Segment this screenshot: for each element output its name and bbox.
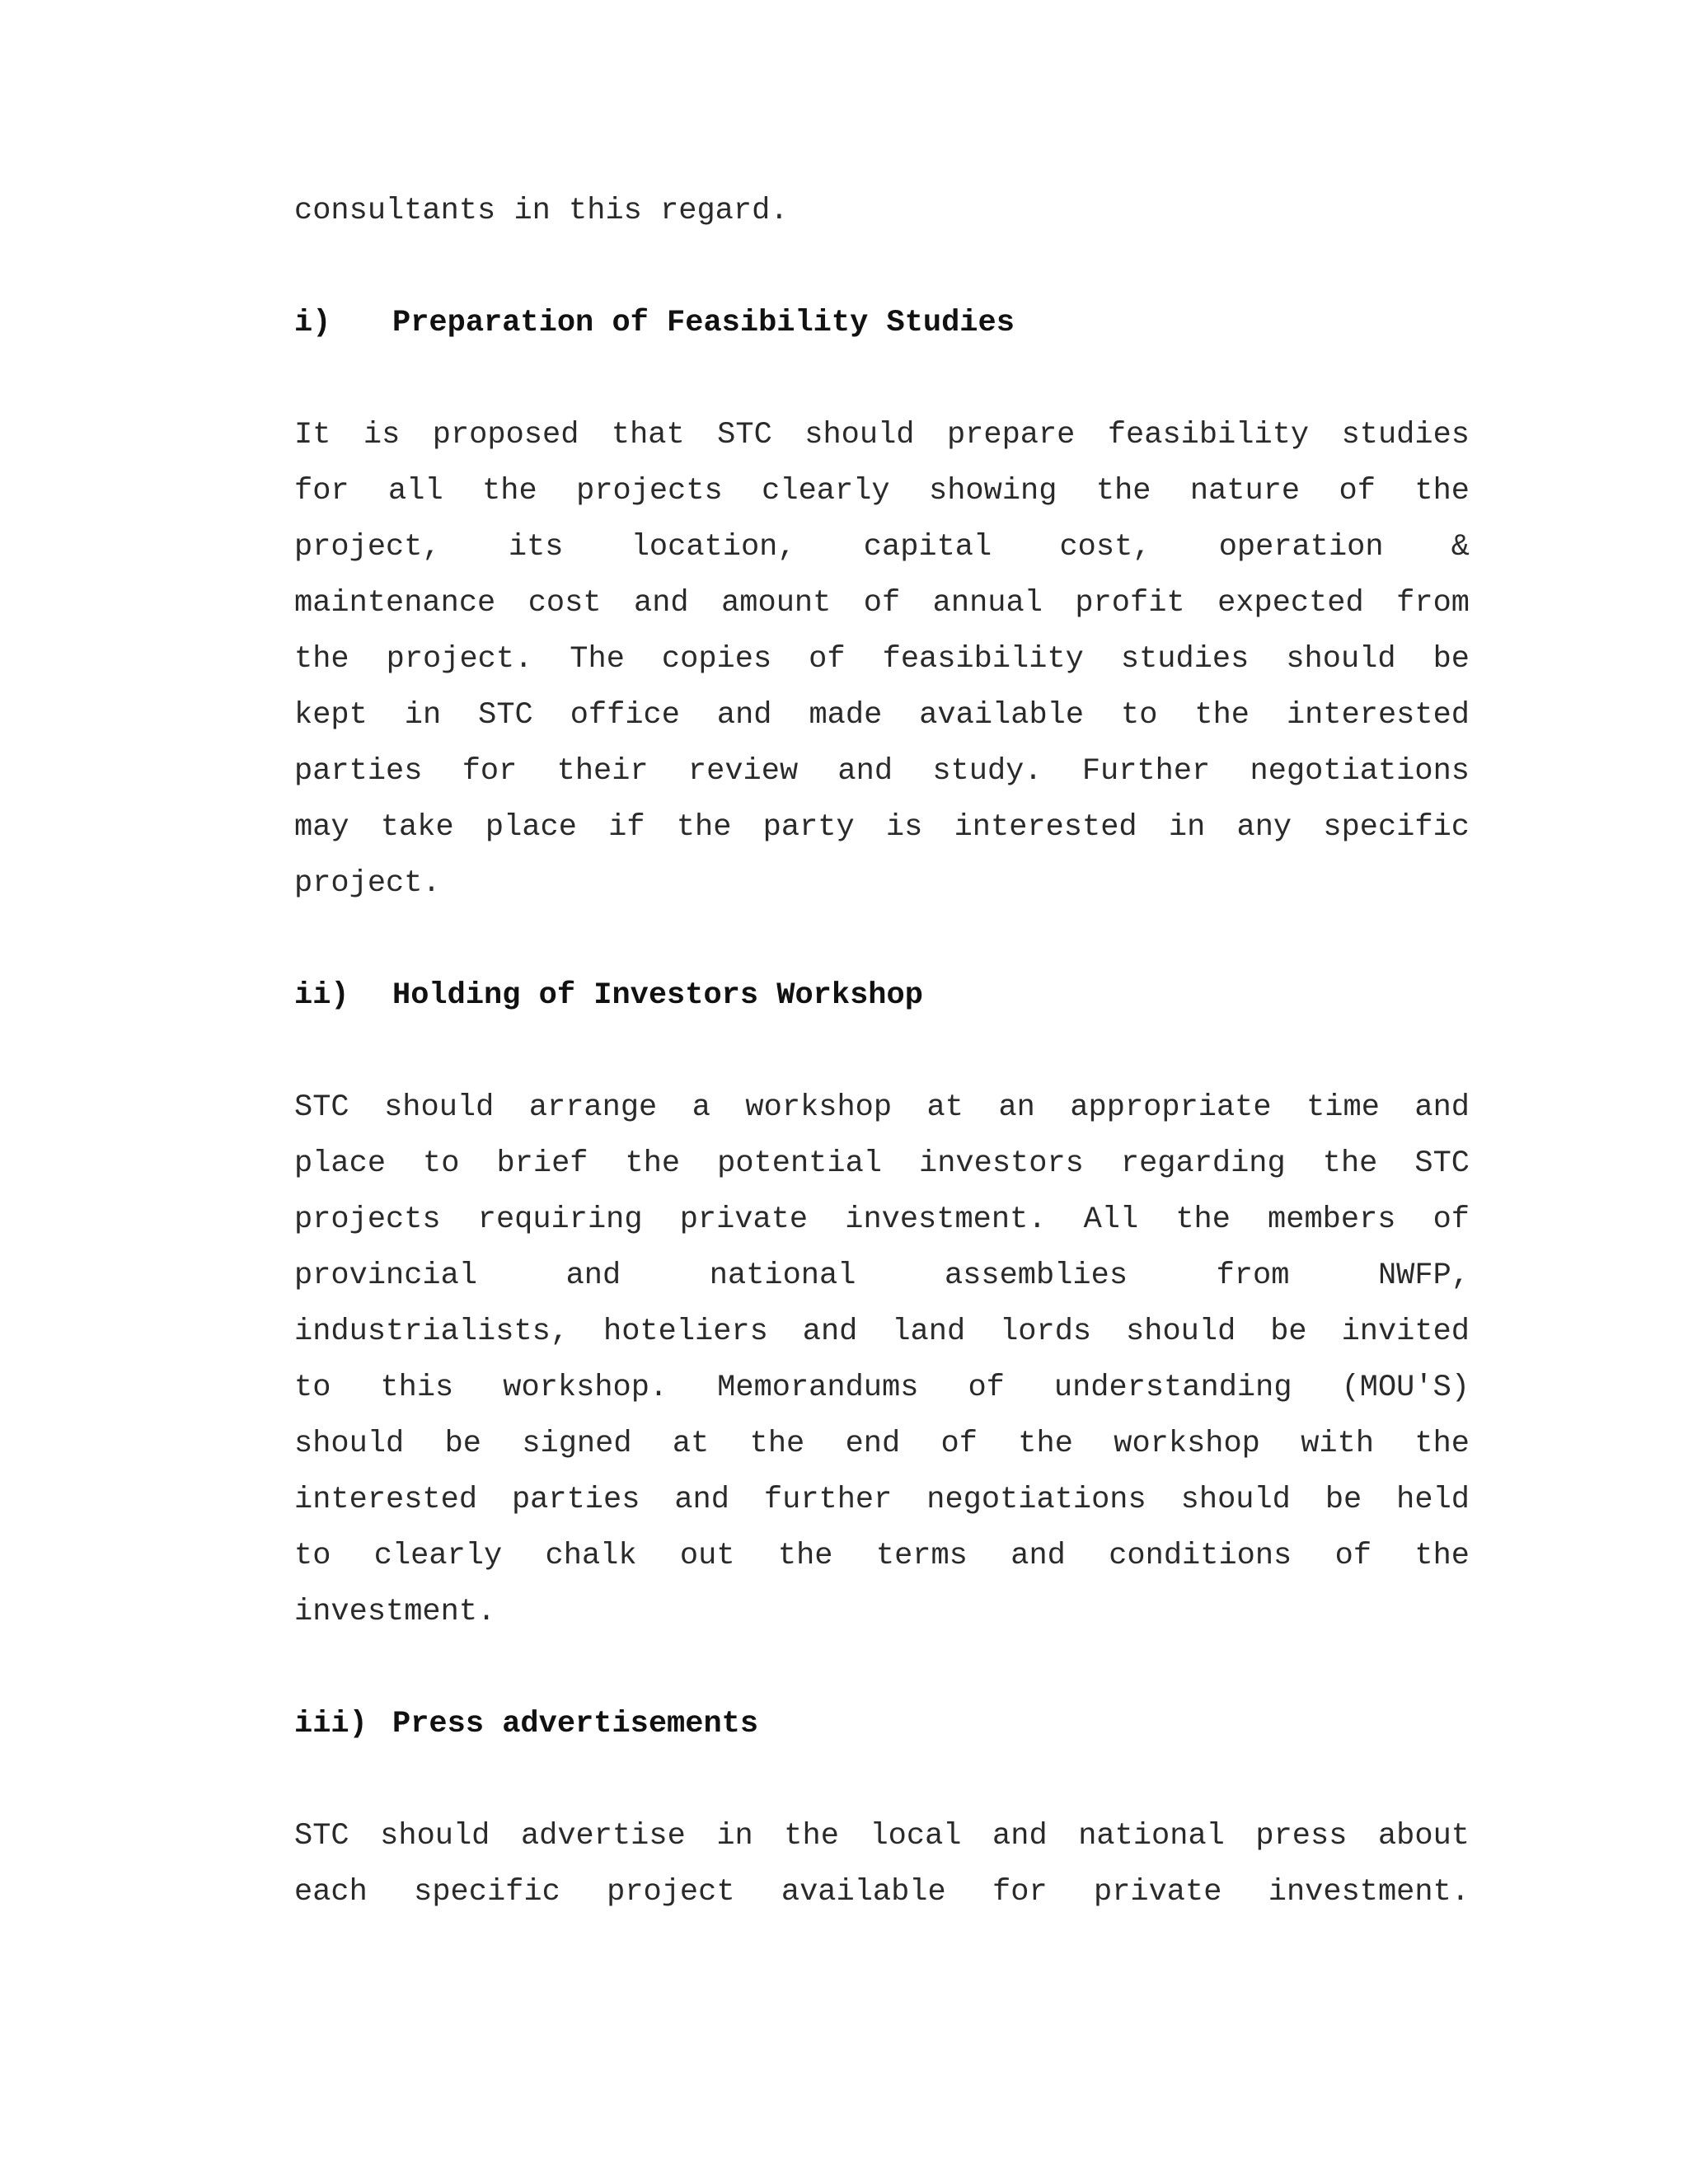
- paragraph-press: [294, 1808, 1470, 1920]
- paragraph-line: kept in STC office and made available to the interested: [294, 698, 1470, 733]
- paragraph-line: industrialists, hoteliers and land lords should be invited: [294, 1315, 1470, 1349]
- paragraph-line: STC should advertise in the local and national press about: [294, 1819, 1470, 1854]
- paragraph-line: place to brief the potential investors regarding the STC: [294, 1146, 1470, 1181]
- document-page: [294, 183, 1470, 1920]
- paragraph-line: parties for their review and study. Further negotiations: [294, 754, 1470, 789]
- section-title: Holding of Investors Workshop: [392, 978, 923, 1013]
- paragraph-line: for all the projects clearly showing the nature of the: [294, 474, 1470, 509]
- paragraph-workshop: [294, 1080, 1470, 1640]
- paragraph-line: to clearly chalk out the terms and conditions of the: [294, 1539, 1470, 1573]
- paragraph-line: may take place if the party is interested in any specific: [294, 810, 1470, 845]
- section-heading-press: [294, 1696, 1470, 1752]
- section-heading-workshop: [294, 968, 1470, 1024]
- section-number: iii): [294, 1707, 368, 1741]
- paragraph-feasibility: [294, 407, 1470, 912]
- paragraph-line: project.: [294, 866, 441, 901]
- paragraph-line: project, its location, capital cost, operation &: [294, 530, 1470, 565]
- paragraph-line: maintenance cost and amount of annual profit expected from: [294, 586, 1470, 621]
- paragraph-line: provincial and national assemblies from NWFP,: [294, 1258, 1470, 1293]
- section-number: i): [294, 306, 331, 340]
- paragraph-line: each specific project available for private investment.: [294, 1875, 1470, 1910]
- spacer: [294, 1640, 1470, 1696]
- paragraph-line: projects requiring private investment. All the members of: [294, 1202, 1470, 1237]
- section-number: ii): [294, 978, 349, 1013]
- spacer: [294, 1752, 1470, 1808]
- paragraph-line: to this workshop. Memorandums of understanding (MOU'S): [294, 1371, 1470, 1405]
- paragraph-line: investment.: [294, 1595, 496, 1629]
- intro-line: consultants in this regard.: [294, 194, 789, 228]
- spacer: [294, 1024, 1470, 1080]
- paragraph-line: STC should arrange a workshop at an appropriate time and: [294, 1090, 1470, 1125]
- section-title: Preparation of Feasibility Studies: [392, 306, 1015, 340]
- spacer: [294, 351, 1470, 407]
- paragraph-line: should be signed at the end of the workshop with the: [294, 1427, 1470, 1461]
- spacer: [294, 239, 1470, 295]
- spacer: [294, 912, 1470, 968]
- section-title: Press advertisements: [392, 1707, 759, 1741]
- paragraph-line: It is proposed that STC should prepare feasibility studies: [294, 418, 1470, 452]
- paragraph-line: the project. The copies of feasibility studies should be: [294, 642, 1470, 677]
- paragraph-line: interested parties and further negotiations should be held: [294, 1483, 1470, 1517]
- section-heading-feasibility: [294, 295, 1470, 351]
